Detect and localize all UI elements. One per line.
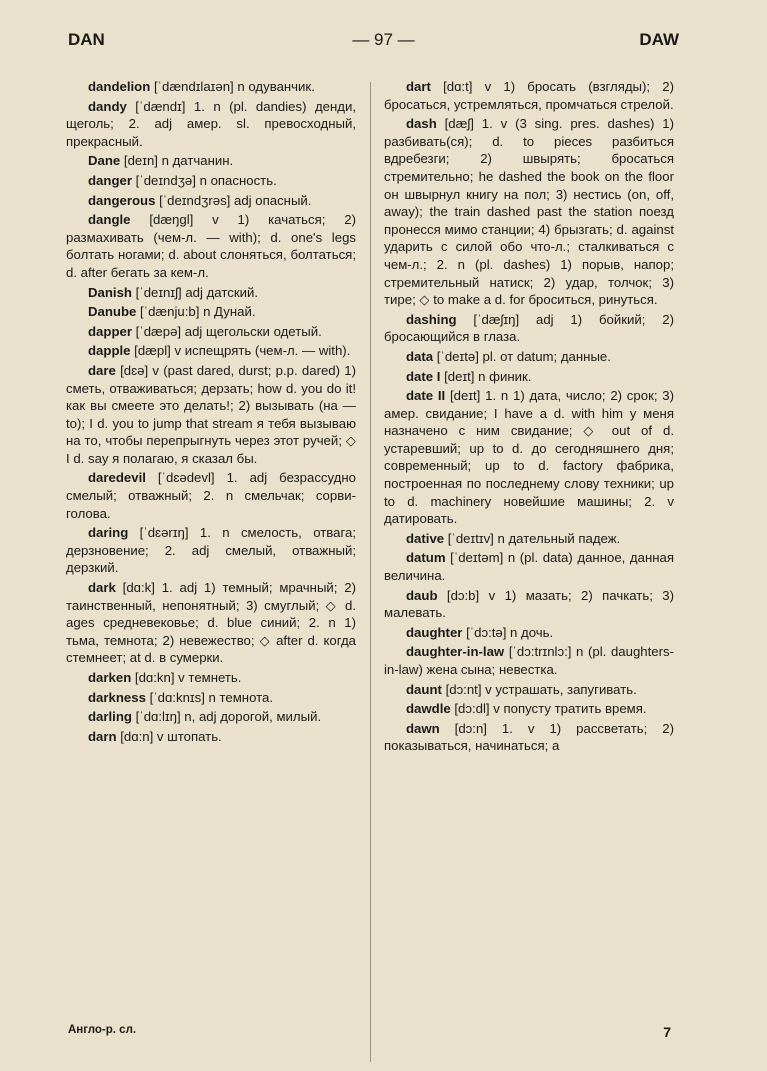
definition: [dæpl] v испещрять (чем-л. — with). — [130, 343, 351, 359]
dictionary-entry — [66, 323, 356, 341]
headword: darn — [88, 728, 117, 744]
headword: dapple — [88, 343, 131, 359]
dictionary-entry — [384, 368, 674, 386]
page-number: — 97 — — [352, 30, 415, 49]
definition: [ˈdænju:b] n Дунай. — [136, 304, 256, 320]
dictionary-entry — [384, 530, 674, 548]
headword: Dane — [88, 153, 121, 169]
dictionary-entry — [384, 387, 674, 528]
definition: [ˈdeɪtə] pl. от datum; данные. — [433, 348, 611, 364]
definition: [ˈdɑ:knɪs] n темнота. — [145, 689, 274, 705]
dictionary-entry — [66, 669, 356, 687]
headword: daub — [406, 587, 438, 603]
headword: datum — [406, 550, 446, 566]
headword: dashing — [406, 311, 457, 327]
dictionary-entry — [66, 728, 356, 746]
headword: daredevil — [88, 470, 146, 486]
headword: dandy — [88, 98, 127, 114]
headword: dandelion — [88, 79, 151, 94]
headword: dash — [406, 116, 437, 132]
definition: [ˈdeɪtəm] n (pl. data) данное, данная величина. — [384, 550, 674, 584]
dictionary-entry — [66, 689, 356, 707]
definition: [ˈdeɪtɪv] n дательный падеж. — [444, 530, 621, 546]
dictionary-entry — [384, 624, 674, 642]
definition: [ˈdeɪnɪʃ] adj датский. — [131, 284, 258, 300]
headword: dawdle — [406, 701, 451, 717]
dictionary-entry — [66, 342, 356, 360]
definition: [dɔ:dl] v попусту тратить время. — [450, 701, 647, 717]
definition: [dɑ:kn] v темнеть. — [131, 670, 242, 685]
headword: dangerous — [88, 192, 156, 208]
definition: [dɔ:b] v 1) мазать; 2) пачкать; 3) малевать. — [384, 587, 674, 621]
definition: [ˈdeɪndʒə] n опасность. — [131, 172, 277, 188]
dictionary-entry — [384, 549, 674, 584]
definition: [ˈdɔ:trɪnlɔ:] n (pl. daughters-in-law) жена сына; невестка. — [384, 644, 674, 677]
dictionary-entry — [66, 211, 356, 281]
definition: [ˈdɛədevl] 1. adj безрассудно смелый; отважный; 2. n смельчак; сорви-голова. — [66, 470, 356, 521]
footer-signature: Англо-р. сл. — [68, 1024, 137, 1036]
dictionary-entry — [66, 303, 356, 321]
right-column — [384, 78, 674, 757]
headword: daughter-in-law — [406, 644, 505, 660]
dictionary-entry — [66, 469, 356, 522]
headword: daughter — [406, 624, 463, 640]
headword: darkness — [88, 689, 146, 705]
definition: [dæŋgl] v 1) качаться; 2) размахивать (чем-л. — with); d. one's legs болтать ногами; d. about слоняться, болтаться; d. after бегать за кем-л. — [66, 212, 356, 280]
dictionary-entry — [66, 362, 356, 468]
headword: date I — [406, 368, 441, 384]
footer-sheet-number: 7 — [663, 1024, 671, 1040]
definition: [ˈdeɪndʒrəs] adj опасный. — [155, 192, 312, 208]
dictionary-entry — [384, 700, 674, 718]
dictionary-entry — [384, 720, 674, 755]
definition: [ˈdæpə] adj щегольски одетый. — [131, 323, 322, 339]
headword: dawn — [406, 720, 440, 736]
definition: [dɛə] v (past dared, durst; p.p. dared) 1) сметь, отваживаться; дерзать; how d. you do it! как вы смеете это делать!; 2) вызывать (на — to); I d. you to jump that stream я тебя вызываю на то, чтобы перепрыгнуть через этот ручей; ◇ I d. say я полагаю, я сказал бы. — [66, 362, 356, 466]
dictionary-entry — [66, 152, 356, 170]
definition: [deɪt] n финик. — [440, 368, 532, 384]
headword: darken — [88, 670, 132, 685]
dictionary-entry — [66, 284, 356, 302]
definition: [dɔ:nt] v устрашать, запугивать. — [441, 681, 637, 697]
dictionary-entry — [384, 78, 674, 113]
column-divider — [370, 82, 371, 1062]
headword: dart — [406, 79, 431, 94]
definition: [ˈdændɪlaɪən] n одуванчик. — [150, 79, 315, 94]
definition: [dæʃ] 1. v (3 sing. pres. dashes) 1) разбивать(ся); d. to pieces разбиться вдребезги; 2) швырять; бросаться стремительно; he dashed the book on the floor он швырнул книгу на пол; 3) нестись (on, off, away); the train dashed past the station поезд пронесся мимо станции; 4) брызгать; d. against ударить с силой обо что-л.; сталкиваться с чем-л.; 2. n (pl. dashes) 1) порыв, напор; стремительный натиск; 2) удар, толчок; 3) тире; ◇ to make a d. for броситься, ринуться. — [384, 116, 674, 308]
dictionary-entry — [66, 98, 356, 151]
left-column — [66, 78, 356, 747]
definition: [ˈdɛərɪŋ] 1. n смелость, отвага; дерзновение; 2. adj смелый, отважный; дерзкий. — [66, 525, 356, 576]
headword: dangle — [88, 212, 131, 228]
definition: [deɪt] 1. n 1) дата, число; 2) срок; 3) амер. свидание; I have a d. with him у меня назначено с ним свидание; ◇ out of d. устаревший; up to d. до сегодняшнего дня; современный; up to d. factory фабрика, построенная по последнему слову техники; up to d. machinery новейшие машины; 2. v датировать. — [384, 388, 674, 527]
headword: dapper — [88, 323, 132, 339]
headword: date II — [406, 388, 446, 404]
definition: [dɔ:n] 1. v 1) рассветать; 2) показываться, начинаться; a — [384, 720, 674, 754]
dictionary-entry — [384, 643, 674, 678]
dictionary-entry — [66, 524, 356, 577]
definition: [ˈdɑ:lɪŋ] n, adj дорогой, милый. — [131, 709, 322, 725]
definition: [ˈdæʃɪŋ] adj 1) бойкий; 2) бросающийся в глаза. — [384, 311, 674, 345]
headword: daring — [88, 525, 129, 541]
dictionary-entry — [66, 78, 356, 96]
headword: Danish — [88, 284, 132, 300]
definition: [dɑ:n] v штопать. — [116, 728, 222, 744]
running-head-left: DAN — [68, 30, 105, 49]
dictionary-entry — [66, 172, 356, 190]
definition: [dɑ:t] v 1) бросать (взгляды); 2) бросаться, устремляться, промчаться стрелой. — [384, 79, 674, 112]
headword: dark — [88, 580, 116, 596]
definition: [ˈdændɪ] 1. n (pl. dandies) денди, щеголь; 2. adj амер. sl. превосходный, прекрасный. — [66, 98, 356, 149]
headword: danger — [88, 172, 132, 188]
dictionary-entry — [66, 708, 356, 726]
definition: [dɑ:k] 1. adj 1) темный; мрачный; 2) таинственный, непонятный; 3) смуглый; ◇ d. ages средневековье; d. blue синий; 2. n 1) тьма, темнота; 2) невежество; ◇ after d. когда стемнеет; at d. в сумерки. — [66, 580, 356, 666]
headword: dative — [406, 530, 445, 546]
running-head-right: DAW — [639, 30, 679, 49]
headword: daunt — [406, 681, 442, 697]
dictionary-entry — [384, 115, 674, 309]
dictionary-entry — [66, 579, 356, 667]
definition: [deɪn] n датчанин. — [120, 153, 234, 169]
dictionary-entry — [384, 587, 674, 622]
headword: Danube — [88, 304, 137, 320]
definition: [ˈdɔ:tə] n дочь. — [462, 624, 554, 640]
headword: dare — [88, 362, 116, 378]
dictionary-entry — [66, 192, 356, 210]
headword: darling — [88, 709, 132, 725]
dictionary-entry — [384, 311, 674, 346]
dictionary-entry — [384, 348, 674, 366]
headword: data — [406, 348, 434, 364]
dictionary-entry — [384, 681, 674, 699]
